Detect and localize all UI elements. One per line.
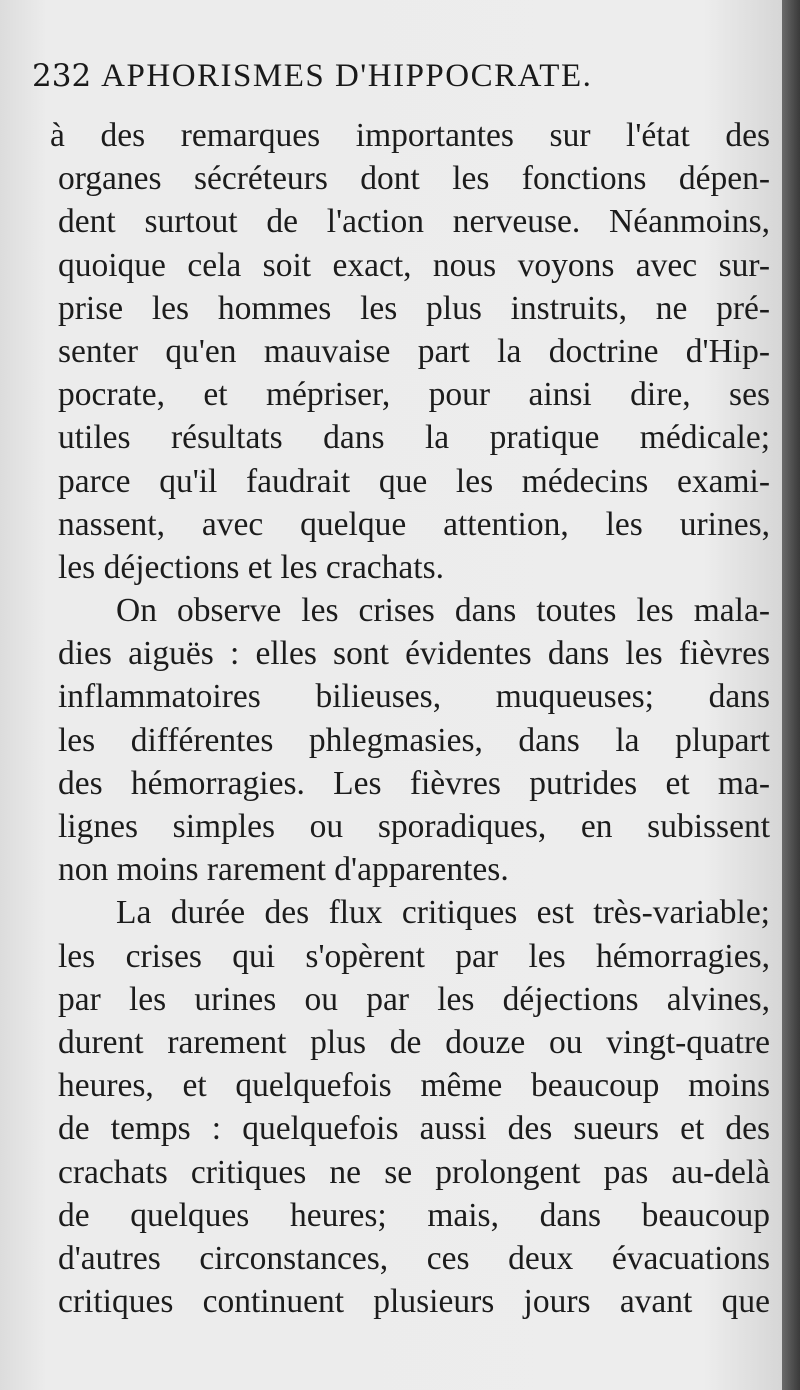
text-line: de quelques heures; mais, dans beaucoup	[58, 1196, 770, 1234]
paragraph-end-line: non moins rarement d'apparentes.	[58, 851, 509, 889]
page-edge-shadow	[782, 0, 800, 1390]
paragraph-start-line: On observe les crises dans toutes les mala-	[116, 592, 770, 630]
text-line: parce qu'il faudrait que les médecins exami-	[58, 462, 770, 500]
text-line: par les urines ou par les déjections alvines,	[58, 980, 770, 1018]
paragraph-end-line: les déjections et les crachats.	[58, 548, 445, 586]
page-number: 232	[32, 58, 92, 94]
text-line: quoique cela soit exact, nous voyons avec sur-	[58, 246, 770, 284]
text-line: inflammatoires bilieuses, muqueuses; dans	[58, 678, 770, 716]
text-line: durent rarement plus de douze ou vingt-quatre	[58, 1023, 770, 1061]
paragraph-start-line: La durée des flux critiques est très-variable;	[116, 894, 770, 932]
text-line: organes sécréteurs dont les fonctions dépen-	[58, 160, 770, 198]
text-line: prise les hommes les plus instruits, ne pré-	[58, 289, 770, 327]
text-line: à des remarques importantes sur l'état des	[50, 117, 770, 154]
text-line: pocrate, et mépriser, pour ainsi dire, ses	[58, 376, 770, 414]
text-line: crachats critiques ne se prolongent pas au-delà	[58, 1153, 770, 1191]
body-text	[50, 114, 770, 1323]
text-line: senter qu'en mauvaise part la doctrine d'Hip-	[58, 332, 770, 370]
page-header	[32, 58, 732, 102]
text-line: d'autres circonstances, ces deux évacuations	[58, 1239, 770, 1277]
text-line: les différentes phlegmasies, dans la plupart	[58, 721, 770, 759]
text-line: de temps : quelquefois aussi des sueurs et des	[58, 1110, 770, 1148]
text-line: heures, et quelquefois même beaucoup moins	[58, 1067, 770, 1105]
text-line: utiles résultats dans la pratique médicale;	[58, 419, 770, 457]
text-line: nassent, avec quelque attention, les urines,	[58, 505, 770, 543]
text-line: critiques continuent plusieurs jours avant que	[58, 1283, 770, 1321]
text-line: dies aiguës : elles sont évidentes dans les fièvres	[58, 635, 770, 673]
text-line: dent surtout de l'action nerveuse. Néanmoins,	[58, 203, 770, 241]
text-line: lignes simples ou sporadiques, en subissent	[58, 808, 770, 845]
text-line: des hémorragies. Les fièvres putrides et ma-	[58, 764, 770, 802]
text-line: les crises qui s'opèrent par les hémorragies,	[58, 937, 770, 975]
running-title: APHORISMES D'HIPPOCRATE.	[101, 58, 593, 94]
